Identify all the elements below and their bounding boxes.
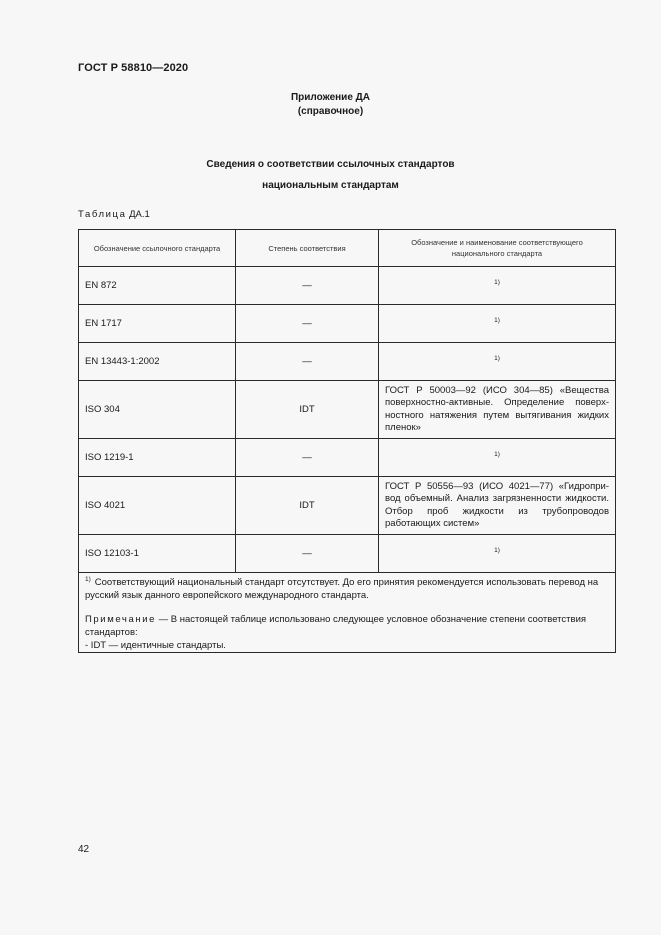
table-notes-row bbox=[79, 573, 616, 653]
note-item: - IDT — идентичные стандарты. bbox=[85, 640, 226, 652]
table-label bbox=[78, 209, 150, 220]
col-header-national: Обозначение и наименование соответствующего национального стандарта bbox=[379, 230, 616, 267]
cell-national bbox=[379, 305, 616, 343]
cell-national bbox=[379, 343, 616, 381]
table-row bbox=[79, 305, 616, 343]
cell-degree: IDT bbox=[236, 477, 379, 535]
cell-national bbox=[379, 535, 616, 573]
cell-degree: — bbox=[236, 439, 379, 477]
note-text: — В настоящей таблице использовано следующее условное обозначение степени соответствия стандартов: bbox=[85, 614, 587, 639]
footnote-ref: 1) bbox=[494, 451, 500, 459]
cell-degree: — bbox=[236, 343, 379, 381]
note-label: Примечание bbox=[85, 614, 156, 626]
table-row bbox=[79, 477, 616, 535]
footnote-ref: 1) bbox=[494, 355, 500, 363]
cell-national: ГОСТ Р 50003—92 (ИСО 304—85) «Вещества поверхностно-активные. Определение поверх-ностного натяжения путем вытягивания жидких пленок» bbox=[379, 381, 616, 439]
table-header-row bbox=[79, 230, 616, 267]
col-header-degree: Степень соответствия bbox=[236, 230, 379, 267]
table-footnote bbox=[85, 573, 609, 602]
footnote-mark: 1) bbox=[85, 576, 91, 583]
table-note bbox=[85, 613, 609, 639]
table-row bbox=[79, 267, 616, 305]
cell-national bbox=[379, 439, 616, 477]
col-header-ref: Обозначение ссылочного стандарта bbox=[79, 230, 236, 267]
cell-national: ГОСТ Р 50556—93 (ИСО 4021—77) «Гидропри-вод объемный. Анализ загрязненности жидкости. Отбор проб жидкости из трубопроводов работающих систем» bbox=[379, 477, 616, 535]
cell-degree: IDT bbox=[236, 381, 379, 439]
footnote-text: Соответствующий национальный стандарт отсутствует. До его принятия рекомендуется использовать перевод на русский язык данного европейского международного стандарта. bbox=[85, 577, 599, 602]
table-row bbox=[79, 535, 616, 573]
cell-ref: EN 872 bbox=[79, 267, 236, 305]
section-heading-line1: Сведения о соответствии ссылочных стандартов bbox=[206, 159, 455, 170]
cell-ref: ISO 12103-1 bbox=[79, 535, 236, 573]
table-label-word: Таблица bbox=[78, 209, 127, 220]
table-row bbox=[79, 439, 616, 477]
table-notes bbox=[79, 573, 616, 653]
appendix-title: Приложение ДА bbox=[290, 92, 371, 103]
appendix-subtitle: (справочное) bbox=[297, 106, 364, 117]
table-label-number: ДА.1 bbox=[129, 209, 150, 220]
section-heading-line2: национальным стандартам bbox=[262, 180, 399, 191]
cell-degree: — bbox=[236, 305, 379, 343]
cell-ref: ISO 4021 bbox=[79, 477, 236, 535]
cell-ref: ISO 304 bbox=[79, 381, 236, 439]
cell-ref: ISO 1219-1 bbox=[79, 439, 236, 477]
standards-table bbox=[78, 229, 616, 653]
footnote-ref: 1) bbox=[494, 279, 500, 287]
cell-degree: — bbox=[236, 267, 379, 305]
document-code: ГОСТ Р 58810—2020 bbox=[78, 62, 189, 74]
cell-national bbox=[379, 267, 616, 305]
page-number: 42 bbox=[78, 844, 90, 855]
cell-degree: — bbox=[236, 535, 379, 573]
footnote-ref: 1) bbox=[494, 547, 500, 555]
cell-ref: EN 1717 bbox=[79, 305, 236, 343]
table-row bbox=[79, 381, 616, 439]
footnote-ref: 1) bbox=[494, 317, 500, 325]
table-row bbox=[79, 343, 616, 381]
cell-ref: EN 13443-1:2002 bbox=[79, 343, 236, 381]
